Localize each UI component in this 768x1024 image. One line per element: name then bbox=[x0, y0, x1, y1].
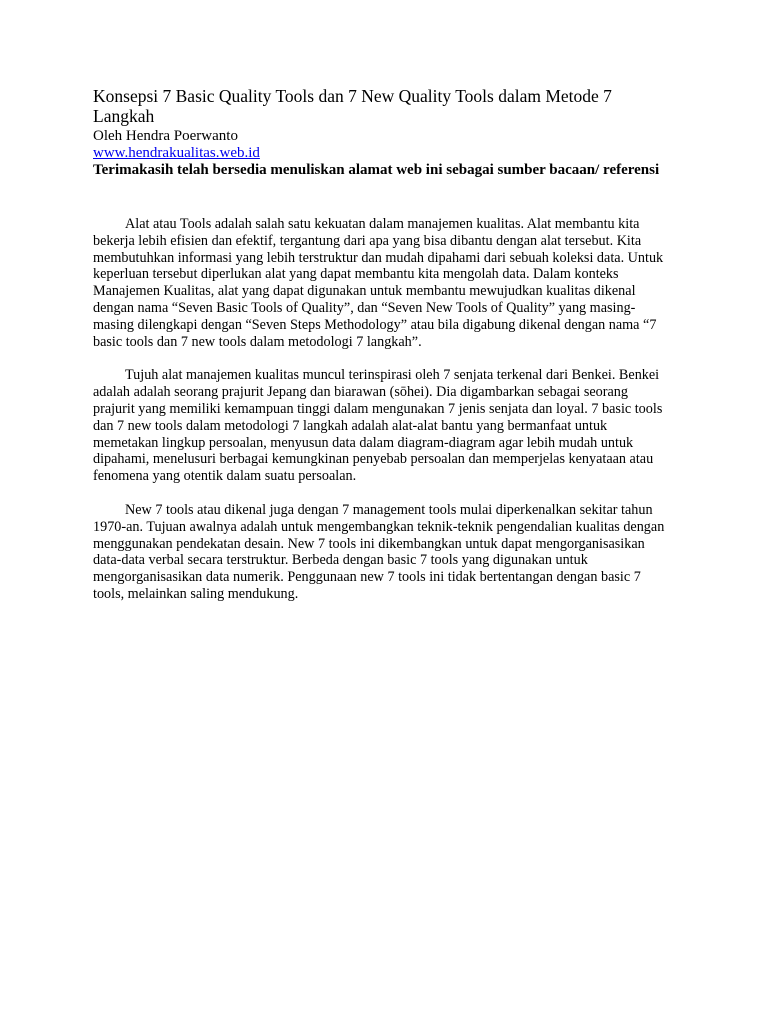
paragraph-2: Tujuh alat manajemen kualitas muncul terinspirasi oleh 7 senjata terkenal dari Benkei. Benkei adalah adalah seorang prajurit Jepang dan biarawan (sōhei). Dia digambarkan sebagai seorang prajurit yang memiliki kemampuan tinggi dalam mengunakan 7 jenis senjata dan loyal. 7 basic tools dan 7 new tools dalam metodologi 7 langkah adalah alat-alat bantu yang bermanfaat untuk memetakan lingkup persoalan, menyusun data dalam diagram-diagram agar lebih mudah untuk dipahami, menelusuri berbagai kemungkinan penyebab persoalan dan memperjelas kenyataan atau fenomena yang otentik dalam suatu persoalan. bbox=[93, 367, 663, 485]
paragraph-1: Alat atau Tools adalah salah satu kekuatan dalam manajemen kualitas. Alat membantu kita bekerja lebih efisien dan efektif, tergantung dari apa yang bisa dibantu dengan alat tersebut. Kita membutuhkan informasi yang lebih terstruktur dan mudah dipahami dari sebuah koleksi data. Untuk keperluan tersebut diperlukan alat yang dapat membantu kita mengolah data. Dalam konteks Manajemen Kualitas, alat yang dapat digunakan untuk membantu mewujudkan kualitas dikenal dengan nama “Seven Basic Tools of Quality”, dan “Seven New Tools of Quality” yang masing-masing dilengkapi dengan “Seven Steps Methodology” atau bila digabung dikenal dengan nama “7 basic tools dan 7 new tools dalam metodologi 7 langkah”. bbox=[93, 216, 664, 350]
author-line: Oleh Hendra Poerwanto bbox=[93, 128, 238, 144]
document-title: Konsepsi 7 Basic Quality Tools dan 7 New Quality Tools dalam Metode 7 Langkah bbox=[93, 86, 612, 126]
document-page bbox=[93, 86, 673, 603]
website-link[interactable]: www.hendrakualitas.web.id bbox=[93, 145, 260, 161]
paragraph-3: New 7 tools atau dikenal juga dengan 7 management tools mulai diperkenalkan sekitar tahun 1970-an. Tujuan awalnya adalah untuk mengembangkan teknik-teknik pengendalian kualitas dengan menggunakan pendekatan desain. New 7 tools ini dikembangkan untuk dapat mengorganisasikan data-data verbal secara terstruktur. Berbeda dengan basic 7 tools yang digunakan untuk mengorganisasikan data numerik. Penggunaan new 7 tools ini tidak bertentangan dengan basic 7 tools, melainkan saling mendukung. bbox=[93, 501, 665, 602]
thanks-note: Terimakasih telah bersedia menuliskan alamat web ini sebagai sumber bacaan/ referensi bbox=[93, 162, 660, 178]
